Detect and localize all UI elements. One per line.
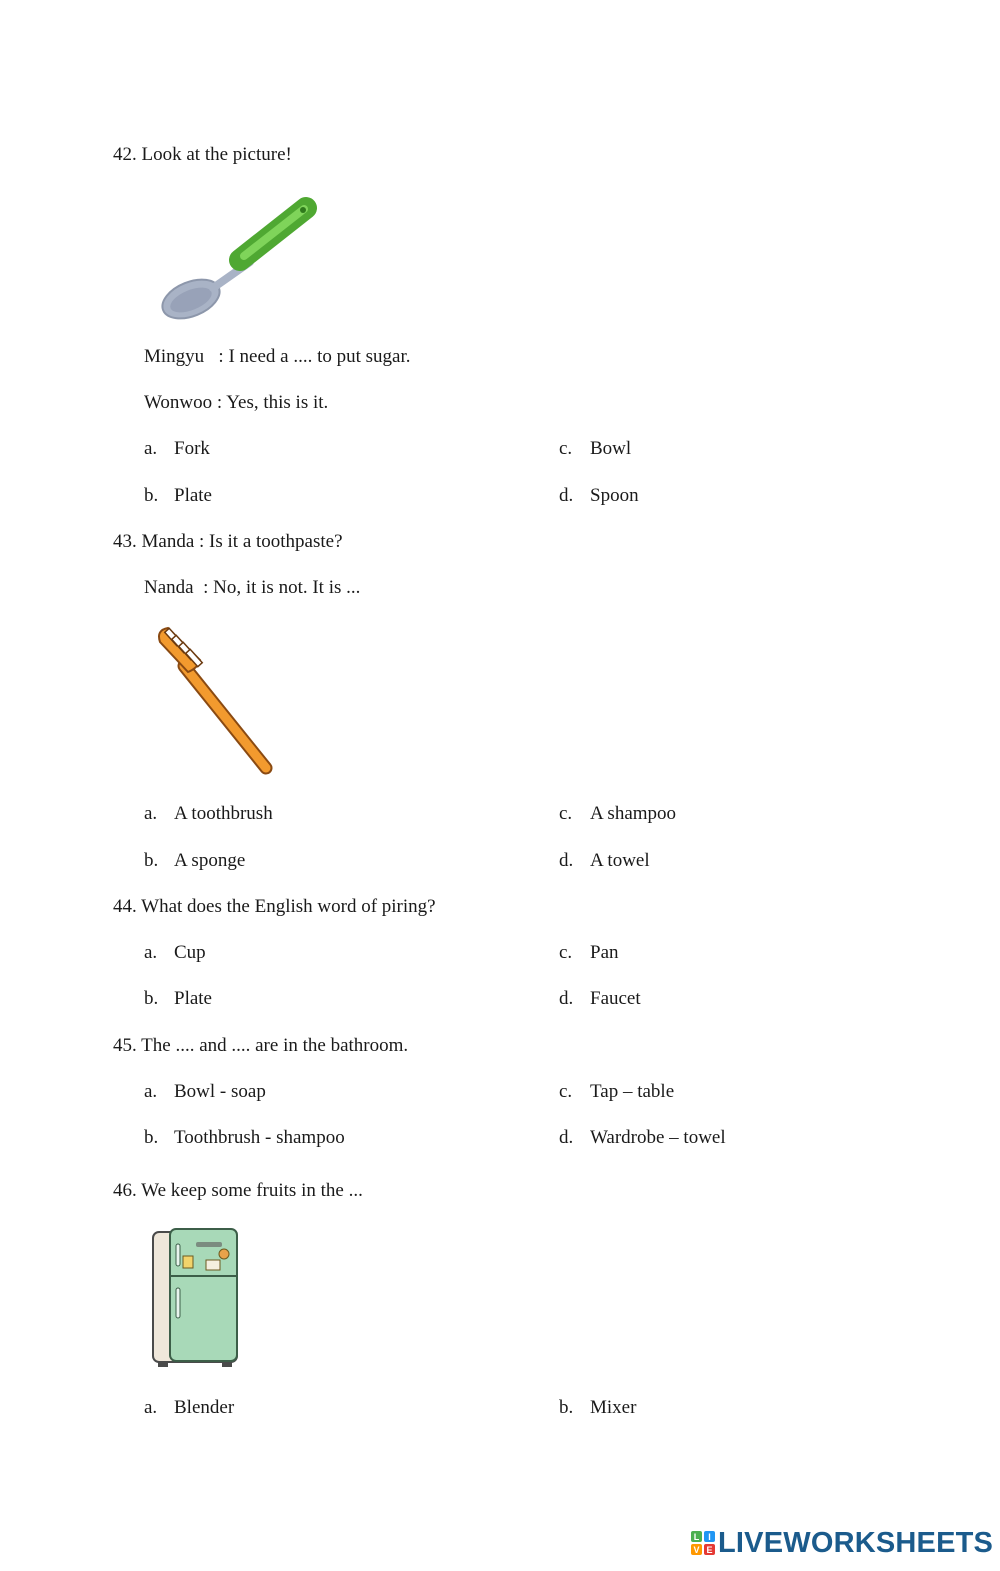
option-text[interactable]: Toothbrush - shampoo xyxy=(174,1127,345,1148)
option-text[interactable]: Plate xyxy=(174,988,212,1009)
option-letter: a. xyxy=(144,1081,158,1102)
logo-letter: E xyxy=(706,1545,713,1555)
option-letter: c. xyxy=(559,438,573,459)
option-text[interactable]: Tap – table xyxy=(590,1081,675,1102)
spoon-illustration xyxy=(158,196,323,326)
option-letter: d. xyxy=(559,988,574,1009)
dialogue-line: Nanda : No, it is not. It is ... xyxy=(144,577,361,598)
option-letter: c. xyxy=(559,1081,573,1102)
option-text[interactable]: Bowl xyxy=(590,438,632,459)
logo-letter: I xyxy=(708,1532,711,1542)
option-text[interactable]: Mixer xyxy=(590,1397,637,1418)
option-text[interactable]: Faucet xyxy=(590,988,641,1009)
option-letter: a. xyxy=(144,803,158,824)
option-letter: a. xyxy=(144,942,158,963)
option-letter: c. xyxy=(559,942,573,963)
option-letter: d. xyxy=(559,485,574,506)
option-text[interactable]: Plate xyxy=(174,485,212,506)
option-letter: c. xyxy=(559,803,573,824)
option-letter: b. xyxy=(144,1127,159,1148)
option-text[interactable]: Fork xyxy=(174,438,210,459)
logo-letter: V xyxy=(693,1545,700,1555)
option-letter: a. xyxy=(144,438,158,459)
question-46-prompt: 46. We keep some fruits in the ... xyxy=(113,1180,363,1201)
option-letter: d. xyxy=(559,1127,574,1148)
option-text[interactable]: Pan xyxy=(590,942,619,963)
option-text[interactable]: Bowl - soap xyxy=(174,1081,266,1102)
option-letter: a. xyxy=(144,1397,158,1418)
refrigerator-illustration xyxy=(150,1226,242,1368)
option-text[interactable]: Wardrobe – towel xyxy=(590,1127,726,1148)
option-text[interactable]: A sponge xyxy=(174,850,246,871)
option-text[interactable]: A toothbrush xyxy=(174,803,273,824)
option-text[interactable]: Blender xyxy=(174,1397,235,1418)
option-letter: b. xyxy=(559,1397,574,1418)
option-text[interactable]: A shampoo xyxy=(590,803,677,824)
liveworksheets-wordmark: LIVEWORKSHEETS xyxy=(718,1526,994,1559)
dialogue-line: Mingyu : I need a .... to put sugar. xyxy=(144,346,411,367)
question-45-prompt: 45. The .... and .... are in the bathroom. xyxy=(113,1035,409,1056)
liveworksheets-brand xyxy=(690,1527,993,1559)
option-letter: b. xyxy=(144,485,159,506)
question-42-prompt: 42. Look at the picture! xyxy=(113,144,292,165)
option-letter: b. xyxy=(144,988,159,1009)
question-44-prompt: 44. What does the English word of piring? xyxy=(113,896,436,917)
option-letter: d. xyxy=(559,850,574,871)
option-text[interactable]: A towel xyxy=(590,850,650,871)
toothbrush-illustration xyxy=(148,622,280,780)
option-letter: b. xyxy=(144,850,159,871)
dialogue-line: Wonwoo : Yes, this is it. xyxy=(144,392,329,413)
liveworksheets-logo-icon xyxy=(690,1530,716,1556)
option-text[interactable]: Cup xyxy=(174,942,206,963)
option-text[interactable]: Spoon xyxy=(590,485,639,506)
logo-letter: L xyxy=(693,1532,700,1542)
question-43-prompt: 43. Manda : Is it a toothpaste? xyxy=(113,531,343,552)
